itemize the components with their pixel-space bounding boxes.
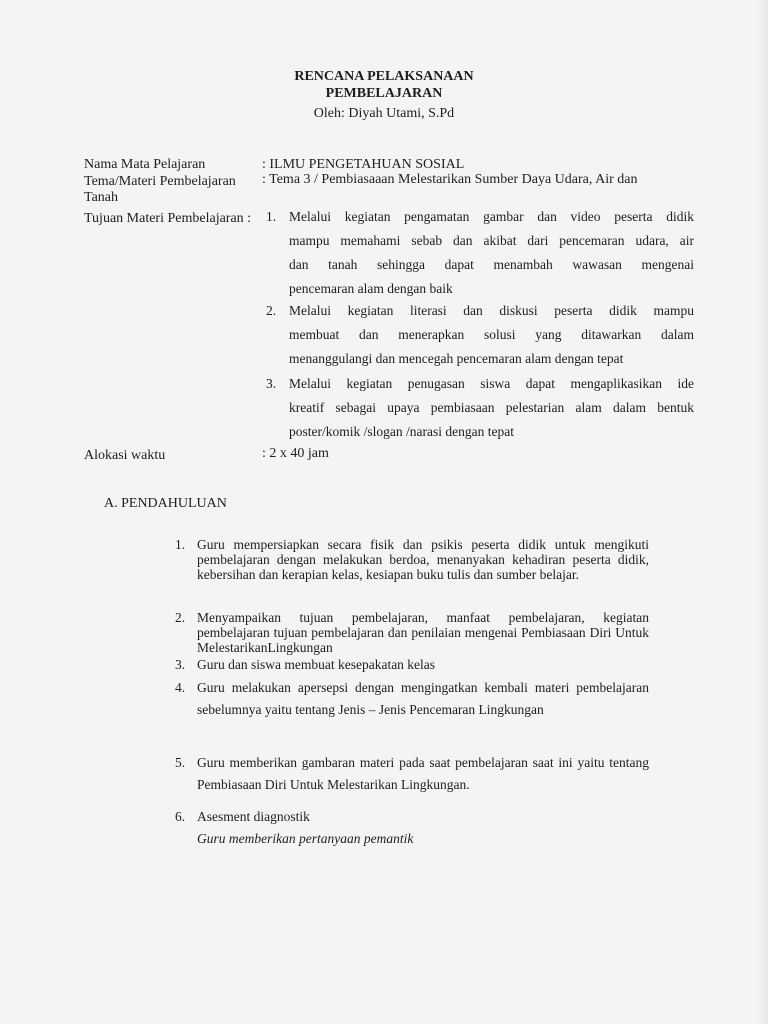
objective-label: Tujuan Materi Pembelajaran :	[84, 211, 252, 226]
list-text: Asesment diagnostik	[197, 809, 310, 824]
objective-text-line: kreatif sebagai upaya pembiasaan pelestarian alam dalam bentuk	[289, 400, 694, 415]
time-value: : 2 x 40 jam	[262, 446, 329, 461]
theme-label: Tema/Materi Pembelajaran	[84, 174, 236, 189]
objective-text-line: Melalui kegiatan literasi dan diskusi peserta didik mampu	[289, 303, 694, 318]
list-text: Guru memberikan gambaran materi pada saat pembelajaran saat ini yaitu tentang Pembiasaan Diri Untuk Melestarikan Lingkungan.	[197, 755, 649, 792]
list-note: Guru memberikan pertanyaan pemantik	[197, 831, 414, 846]
list-number: 2.	[175, 610, 186, 625]
time-label: Alokasi waktu	[84, 448, 166, 463]
objective-text-line: membuat dan menerapkan solusi yang ditawarkan dalam	[289, 327, 694, 342]
list-text: Guru melakukan apersepsi dengan mengingatkan kembali materi pembelajaran sebelumnya yaitu tentang Jenis – Jenis Pencemaran Lingkungan	[197, 680, 649, 717]
document-title-line2: PEMBELAJARAN	[325, 86, 443, 101]
objective-number: 2.	[266, 303, 277, 318]
list-number: 3.	[175, 657, 186, 672]
theme-value: : Tema 3 / Pembiasaaan Melestarikan Sumber Daya Udara, Air dan	[262, 172, 638, 187]
objective-number: 1.	[266, 209, 277, 224]
list-number: 5.	[175, 755, 186, 770]
document-author: Oleh: Diyah Utami, S.Pd	[313, 106, 455, 121]
subject-value: : ILMU PENGETAHUAN SOSIAL	[262, 157, 465, 172]
list-number: 6.	[175, 809, 186, 824]
page-edge-shadow	[758, 0, 768, 1024]
objective-text-line: pencemaran alam dengan baik	[289, 281, 453, 296]
list-number: 4.	[175, 680, 186, 695]
subject-label: Nama Mata Pelajaran	[84, 157, 206, 172]
objective-text-line: menanggulangi dan mencegah pencemaran alam dengan tepat	[289, 351, 624, 366]
list-text: Guru dan siswa membuat kesepakatan kelas	[197, 657, 436, 672]
objective-text-line: mampu memahami sebab dan akibat dari pencemaran udara, air	[289, 233, 694, 248]
objective-text-line: Melalui kegiatan pengamatan gambar dan video peserta didik	[289, 209, 694, 224]
objective-text-line: poster/komik /slogan /narasi dengan tepat	[289, 424, 514, 439]
document-title-line1: RENCANA PELAKSANAAN	[294, 69, 474, 84]
theme-label-continued: Tanah	[84, 190, 119, 205]
objective-text-line: Melalui kegiatan penugasan siswa dapat mengaplikasikan ide	[289, 376, 694, 391]
objective-text-line: dan tanah sehingga dapat menambah wawasan mengenai	[289, 257, 694, 272]
section-heading: A. PENDAHULUAN	[104, 496, 227, 511]
list-number: 1.	[175, 537, 186, 552]
list-text: Menyampaikan tujuan pembelajaran, manfaat pembelajaran, kegiatan pembelajaran tujuan pembelajaran dan penilaian mengenai Pembiasaan Diri Untuk MelestarikanLingkungan	[197, 610, 649, 655]
objective-number: 3.	[266, 376, 277, 391]
list-text: Guru mempersiapkan secara fisik dan psikis peserta didik untuk mengikuti pembelajaran dengan melakukan berdoa, menanyakan kehadiran peserta didik, kebersihan dan kerapian kelas, kesiapan buku tulis dan sumber belajar.	[197, 537, 649, 582]
